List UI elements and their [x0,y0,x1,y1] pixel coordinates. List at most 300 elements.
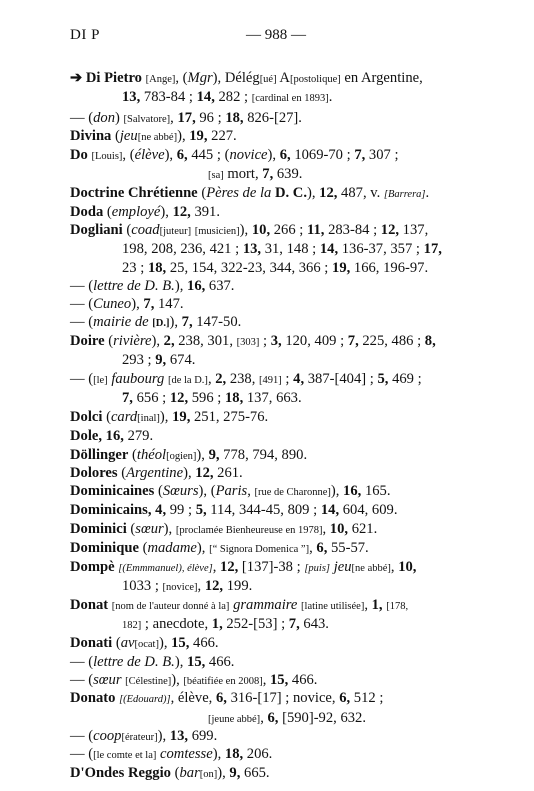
entry-text: — ( [70,746,94,762]
entry-text: 7, [143,296,155,312]
entry-text: 147-50. [192,314,242,330]
entry-text: Sœurs [162,483,199,499]
entry-text: ), [131,296,144,312]
index-entry-line [70,764,270,784]
entry-text: Pères de la [206,185,275,201]
entry-text: 699. [188,728,218,744]
entry-text: Paris [215,483,248,499]
entry-text: Donato [70,690,116,706]
entry-text: 10, [251,222,271,238]
entry-text: [(Emmmanuel), élève] [118,563,213,574]
entry-text: [ne abbé] [137,132,178,143]
entry-text: 9, [229,765,241,781]
entry-text: 637. [205,278,235,294]
index-entry-line [70,446,307,466]
entry-text: Di Pietro [85,70,142,86]
index-entry-line [70,464,243,482]
entry-text: Doda [70,204,104,220]
index-entry-line [70,653,234,671]
entry-text: ( [104,333,114,349]
entry-text: 17, [177,110,196,126]
entry-text: 2, [215,371,227,387]
entry-text: ( [197,185,207,201]
entry-text: 17, [423,241,442,257]
entry-text: 10, [329,521,349,537]
entry-text: mairie de [93,314,153,330]
index-entry-line [122,351,195,369]
entry-text: élève [134,147,165,163]
entry-text: Dompè [70,559,115,575]
entry-text: 96 ; [195,110,226,126]
entry-text: Dole, 16, [70,428,124,444]
entry-text: Dominicains, [70,502,152,518]
entry-text: 18, [225,110,244,126]
entry-text: 5, [195,502,207,518]
entry-text: lettre de D. B. [93,654,175,670]
entry-text: ( [138,540,148,556]
index-entry-line [70,671,317,691]
entry-text: 227. [207,128,237,144]
entry-text: 279. [123,428,154,444]
entry-text: ), [196,540,210,556]
entry-text: ( [128,447,137,463]
entry-text: , [262,672,270,688]
entry-text: 6, [316,540,328,556]
entry-text: [ne abbé] [351,563,391,574]
entry-text: ), [174,278,188,294]
entry-text: [on] [199,769,218,780]
entry-text: ), [174,654,188,670]
entry-text: 1069-70 ; [290,147,355,163]
index-entry-line [70,109,302,129]
entry-text: , [207,371,216,387]
page-number: — 988 — [246,27,306,43]
index-entry-line [70,127,237,147]
entry-text: . [328,89,333,105]
entry-text: 16, [343,483,362,499]
entry-text: Dolores [70,465,118,481]
entry-text: ), [158,635,172,651]
index-entry-line [122,240,442,258]
entry-text: ), [169,314,182,330]
index-entry-line [122,577,252,597]
entry-text: 15, [270,672,289,688]
entry-text: 656 ; [132,390,170,406]
entry-text: Dolci [70,409,103,425]
entry-text: ; [259,333,271,349]
entry-text: Doire [70,333,105,349]
index-entry-line [70,203,220,221]
entry-text: 7, [181,314,193,330]
entry-text: lettre de D. B. [93,278,175,294]
entry-text: [de la D.] [167,375,208,386]
entry-text: 466. [288,672,318,688]
entry-text: en Argentine, [340,70,423,86]
entry-text: [cardinal en 1893] [251,93,329,104]
entry-text: 199. [223,578,253,594]
entry-text: [Louis] [91,151,123,162]
entry-text: ), [330,483,344,499]
index-entry-line [70,69,423,89]
entry-text: [Ange] [145,74,176,85]
entry-text: ), [239,222,252,238]
running-head: DI P [70,27,100,43]
entry-text: 466. [205,654,235,670]
entry-text: bar [179,765,200,781]
entry-text: [Salvatore] [123,114,171,125]
entry-text: ), [171,672,184,688]
index-entry-line [70,370,422,390]
entry-text: [(Edouard)] [119,694,171,705]
entry-text: , élève, [170,690,216,706]
entry-text: ; [281,371,294,387]
entry-text: 12, [195,465,214,481]
index-entry-line [70,427,153,445]
entry-text: [proclamée Bienheureuse en 1978] [175,525,323,536]
entry-text: 31, 148 ; [261,241,320,257]
index-entry-line [208,709,366,729]
entry-text: Dominicaines [70,483,155,499]
entry-text: 12, [204,578,224,594]
entry-text: Dogliani [70,222,123,238]
entry-text: , ( [175,70,188,86]
entry-text: 225, 486 ; [358,333,425,349]
entry-text: 643. [299,616,329,632]
index-entry-line [122,615,329,635]
entry-text: 3, [270,333,282,349]
index-entry-line [70,689,383,709]
entry-text: Donat [70,597,109,613]
entry-text: 7, [354,147,366,163]
entry-text: [ué] [259,74,277,85]
entry-text: 307 ; [365,147,399,163]
entry-text: [inal] [137,413,160,424]
entry-text: jeu [333,559,352,575]
entry-text: . [425,185,430,201]
entry-text: 469 ; [388,371,422,387]
entry-text: 282 ; [214,89,252,105]
entry-text: ), [306,185,320,201]
entry-text: [ogien] [166,451,197,462]
entry-text: Doctrine Chrétienne [70,185,198,201]
entry-text: 16, [187,278,206,294]
entry-text: [le comte et la] [93,750,157,761]
entry-text: ), [160,204,173,220]
entry-text: 7, [347,333,359,349]
entry-text: 25, 154, 322-23, 344, 366 ; [166,260,333,276]
entry-text: [novice] [162,582,198,593]
entry-text: 639. [273,166,303,182]
entry-text: 316-[17] ; novice, [226,690,340,706]
entry-text: [303] [236,337,260,348]
entry-text: , [309,540,317,556]
entry-text: card [110,409,138,425]
entry-text: 252-[53] ; [222,616,289,632]
entry-text: D'Ondes Reggio [70,765,171,781]
entry-text: [rue de Charonne] [254,487,331,498]
entry-text: 604, 609. [339,502,398,518]
entry-text: — ( [70,314,94,330]
entry-text: 198, 208, 236, 421 ; [122,241,243,257]
entry-text: ( [126,521,136,537]
entry-text: ), [217,765,230,781]
entry-text: 4, [155,502,167,518]
entry-text: 12, [319,185,338,201]
entry-text: 99 ; [166,502,196,518]
entry-text: 120, 409 ; [281,333,348,349]
entry-text: sœur [93,672,122,688]
entry-text: ), [164,147,177,163]
entry-text: ( [122,222,132,238]
entry-text: , [247,483,255,499]
entry-text: ( [170,765,180,781]
entry-text: 55-57. [327,540,369,556]
entry-text: ( [154,483,163,499]
entry-text: 136-37, 357 ; [338,241,424,257]
entry-text: coad [131,222,160,238]
entry-text: — ( [70,110,94,126]
index-entry-line [122,389,302,407]
entry-text: 6, [176,147,188,163]
index-entry-line [70,184,429,204]
entry-text: ( [111,128,120,144]
entry-text: ; anecdote, [141,616,212,632]
entry-text: 137, 663. [243,390,302,406]
entry-text: ), [212,746,225,762]
entry-text: 7, [288,616,300,632]
entry-text: 18, [147,260,167,276]
entry-text: , [170,110,178,126]
entry-text: ), [267,147,280,163]
entry-text: [“ Signora Domenica ”] [209,544,310,555]
entry-text: employé [111,204,161,220]
entry-text: rivière [113,333,152,349]
entry-text: don [93,110,115,126]
entry-text: 445 ; ( [187,147,230,163]
entry-text: 137, [399,222,429,238]
entry-text: ), [157,728,170,744]
entry-text: mort, [223,166,263,182]
entry-text: 783-84 ; [140,89,197,105]
index-entry-line [70,596,408,616]
entry-text: 665. [240,765,270,781]
entry-text: Cuneo [93,296,132,312]
entry-text: ( [112,635,121,651]
entry-text: ), [196,447,209,463]
entry-text: 5, [377,371,389,387]
entry-text: — ( [70,654,94,670]
entry-text: 283-84 ; [324,222,381,238]
entry-text: [sa] [208,170,224,181]
entry-text: 14, [319,241,339,257]
entry-text: [178, [386,601,409,612]
entry-text: 6, [339,690,351,706]
entry-text: Divina [70,128,112,144]
entry-text: 4, [293,371,305,387]
index-entry-line [70,482,390,502]
index-entry-line [70,221,428,241]
entry-text: [juteur] [159,226,192,237]
entry-text: 778, 794, 890. [219,447,308,463]
entry-text: 19, [332,260,351,276]
entry-text: [Célestine] [125,676,172,687]
entry-text: Döllinger [70,447,129,463]
index-entry-line [70,520,377,540]
entry-text: , [322,521,330,537]
entry-text: faubourg [111,371,165,387]
entry-text: Dominique [70,540,139,556]
entry-text: , [212,559,221,575]
entry-text: ( [117,465,127,481]
entry-text: , [364,597,372,613]
entry-text: ) [115,110,124,126]
entry-text: [491] [259,375,282,386]
entry-text: ), [163,521,176,537]
entry-text: 12, [169,390,189,406]
entry-text: sœur [135,521,164,537]
entry-text: 261. [213,465,243,481]
entry-text: 8, [424,333,436,349]
entry-text: 512 ; [350,690,384,706]
entry-text: 826-[27]. [243,110,302,126]
index-entry-line [208,165,302,185]
index-entry-line [70,295,184,313]
entry-text: [Barrera] [383,189,426,200]
entry-text: 621. [348,521,378,537]
entry-text: 11, [306,222,325,238]
entry-text: 18, [224,390,244,406]
entry-text: — ( [70,296,94,312]
entry-text: 19, [189,128,208,144]
entry-text: 15, [171,635,190,651]
entry-text: coop [93,728,122,744]
entry-text: , [390,559,399,575]
index-entry-line [70,727,217,747]
entry-text: ( [103,204,112,220]
entry-text: 293 ; [122,352,156,368]
entry-text: 387-[404] ; [304,371,378,387]
entry-text: [puis] [304,563,331,574]
entry-text: 15, [187,654,206,670]
entry-text: 6, [215,690,227,706]
entry-text: 6, [267,710,279,726]
entry-text: 7, [262,166,274,182]
entry-text: — ( [70,728,94,744]
entry-text: 238, [226,371,260,387]
entry-text: Do [70,147,88,163]
index-entry-line [70,634,219,654]
entry-text: [jeune abbé] [208,714,261,725]
entry-text: 9, [155,352,167,368]
index-entry-line [122,259,428,277]
entry-text: 18, [224,746,244,762]
index-entry-line [70,277,234,295]
entry-text: av [120,635,135,651]
entry-text: ), Délég [212,70,260,86]
entry-text: 19, [172,409,191,425]
entry-text: 114, 344-45, 809 ; [206,502,321,518]
entry-text: 14, [196,89,215,105]
entry-text: 1033 ; [122,578,163,594]
entry-text: [nom de l'auteur donné à la] [111,601,230,612]
entry-text: 13, [169,728,189,744]
entry-text: grammaire [233,597,298,613]
entry-text: 1, [371,597,383,613]
entry-text: Mgr [187,70,213,86]
entry-text: A [276,70,290,86]
entry-text: Donati [70,635,113,651]
entry-text: 166, 196-97. [350,260,429,276]
entry-text: 10, [398,559,417,575]
index-entry-line [70,313,241,333]
entry-text: ( [102,409,111,425]
entry-text: [postolique] [289,74,341,85]
entry-text: jeu [119,128,138,144]
entry-text: ), [159,409,173,425]
entry-text: novice [229,147,268,163]
entry-text: D. C. [274,185,307,201]
entry-text: 147. [154,296,184,312]
index-entry-line [70,558,416,578]
entry-text: 466. [189,635,219,651]
entry-text: madame [147,540,197,556]
entry-text: 165. [361,483,391,499]
index-entry-line [70,745,272,765]
entry-text: 674. [166,352,196,368]
entry-text: 12, [172,204,191,220]
entry-text: 1, [211,616,223,632]
index-entry-line [122,88,332,108]
index-entry-line [70,146,399,166]
entry-text: [érateur] [121,732,158,743]
entry-text: Argentine [126,465,184,481]
entry-text: [latine utilisée] [301,601,365,612]
entry-text: théol [136,447,167,463]
entry-text: 14, [320,502,340,518]
entry-text: ), ( [198,483,216,499]
index-entry-line [70,539,369,559]
entry-text: 182] [122,620,142,631]
entry-text: 206. [243,746,273,762]
entry-text: , ( [122,147,135,163]
entry-text: — ( [70,672,94,688]
entry-text: comtesse [160,746,213,762]
entry-text: 13, [242,241,262,257]
entry-text: 251, 275-76. [190,409,269,425]
entry-text: [musicien] [194,226,240,237]
entry-text: 12, [380,222,400,238]
entry-text: [ocat] [134,639,159,650]
entry-text: ➔ [70,70,86,86]
entry-text: [le] [93,375,108,386]
entry-text: [137]-38 ; [238,559,305,575]
entry-text: ), [151,333,164,349]
entry-text: 596 ; [188,390,225,406]
entry-text: 487, v. [337,185,384,201]
entry-text: [béatifiée en 2008] [183,676,263,687]
index-entry-line [70,408,268,428]
index-entry-line [70,332,436,352]
index-entry-line [70,501,397,519]
entry-text: 23 ; [122,260,148,276]
entry-text: 9, [208,447,220,463]
entry-text: ), [183,465,196,481]
entry-text: 6, [279,147,291,163]
entry-text: 13, [122,89,141,105]
entry-text: 7, [122,390,133,406]
entry-text: [D.] [152,318,170,329]
entry-text: ), [177,128,190,144]
